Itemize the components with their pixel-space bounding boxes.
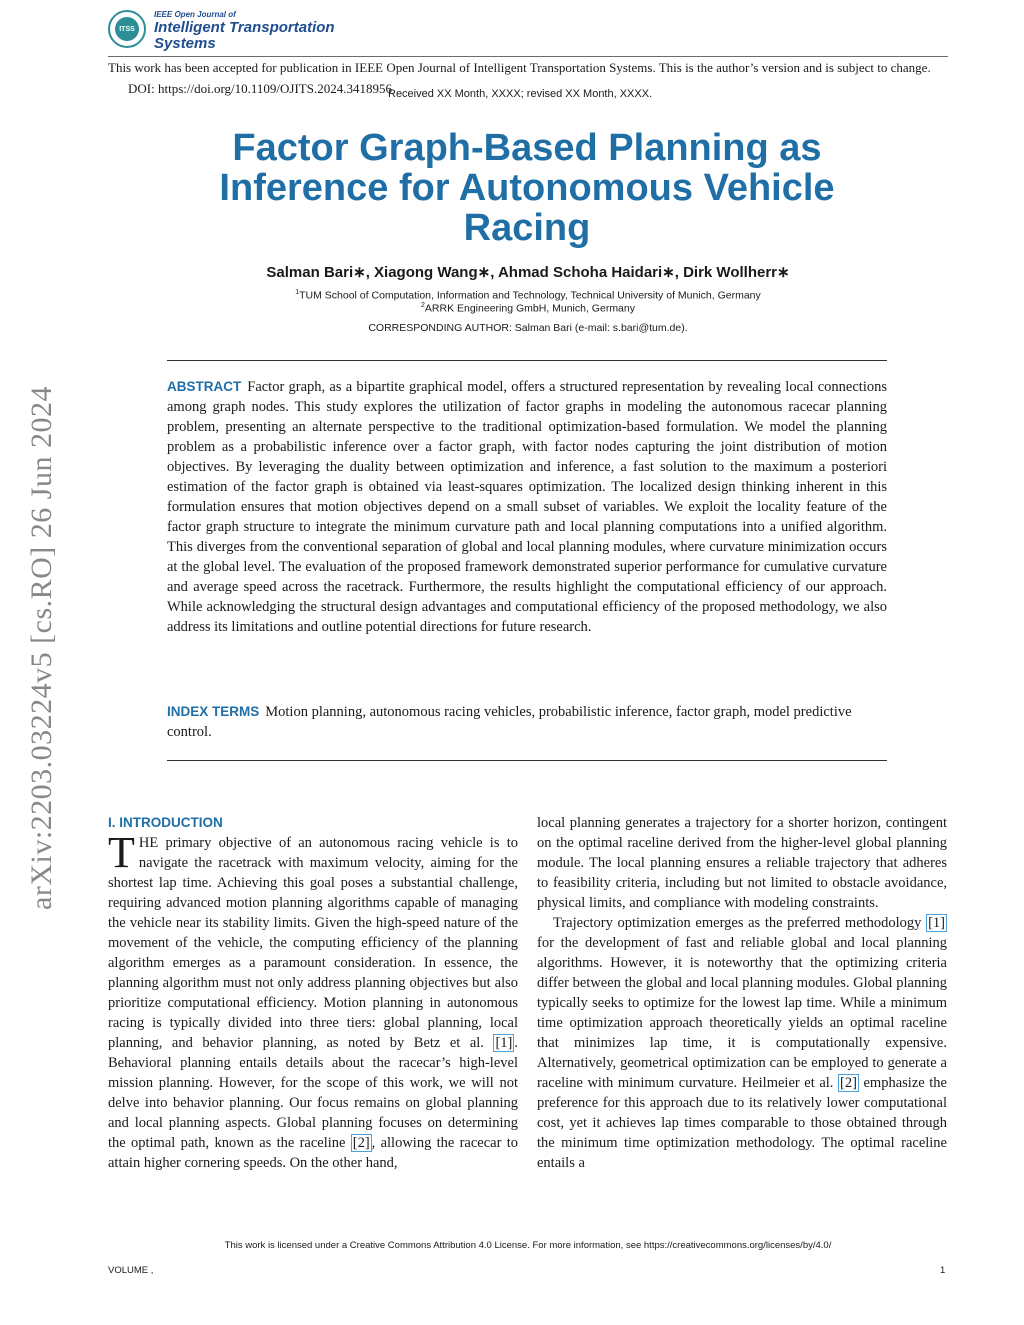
- intro-text-right-2c: emphasize the preference for this approach due to its relatively lower computational cost, yet it achieves lap times comparable to those obtained through the minimum time optimization methodology. The optimal raceline entails a: [537, 1075, 947, 1171]
- index-terms-text: Motion planning, autonomous racing vehicles, probabilistic inference, factor graph, model predictive control.: [167, 704, 852, 740]
- volume-label: VOLUME ,: [108, 1265, 154, 1276]
- affiliation-1-text: TUM School of Computation, Information and Technology, Technical University of Munich, Germany: [299, 289, 761, 302]
- drop-cap: T: [108, 828, 135, 877]
- affiliation-2: [108, 302, 948, 315]
- accepted-notice: This work has been accepted for publication in IEEE Open Journal of Intelligent Transportation Systems. This is the author’s version and is subject to change.: [108, 60, 931, 75]
- index-terms: [167, 702, 887, 742]
- index-terms-label: INDEX TERMS: [167, 704, 260, 719]
- author-list: Salman Bari∗, Xiagong Wang∗, Ahmad Schoha Haidari∗, Dirk Wollherr∗: [266, 264, 790, 281]
- journal-logo: [108, 10, 146, 48]
- affiliation-2-number: 2: [421, 302, 425, 309]
- header-divider: [108, 56, 948, 57]
- intro-paragraph-2: [537, 913, 947, 1173]
- paper-title: Factor Graph-Based Planning as Inference for Autonomous Vehicle Racing: [219, 127, 835, 249]
- journal-name-line1: IEEE Open Journal of: [154, 10, 236, 19]
- license-notice: This work is licensed under a Creative Commons Attribution 4.0 License. For more information, see https://creativecommons.org/licenses/by/4.0/: [224, 1240, 832, 1251]
- intro-text-1: HE primary objective of an autonomous racing vehicle is to navigate the racetrack with maximum velocity, aiming for the shortest lap time. Achieving this goal poses a substantial challenge, requiring advanced motion planning algorithms capable of managing the vehicle near its stability limits. Given the high-speed nature of the movement of the vehicle, the computing efficiency of the planning algorithm emerges as a paramount consideration. In essence, the planning algorithm must not only address planning objectives but also prioritize computational efficiency. Motion planning in autonomous racing is typically divided into three tiers: global planning, local planning, and behavior planning, as noted by Betz et al.: [108, 835, 518, 1051]
- arxiv-sidebar: [12, 355, 72, 940]
- section-heading-introduction: I. INTRODUCTION: [108, 815, 223, 830]
- arxiv-identifier: arXiv:2203.03224v5 [cs.RO] 26 Jun 2024: [25, 385, 58, 910]
- body-column-left: [108, 815, 518, 1173]
- intro-text-right-1: local planning generates a trajectory for a shorter horizon, contingent on the optimal raceline derived from the higher-level global planning module. The local planning ensures a reliable trajectory that adheres to feasibility criteria, including but not limited to obstacle avoidance, physical limits, and compliance with modeling constraints.: [537, 815, 947, 911]
- abstract-text: Factor graph, as a bipartite graphical model, offers a structured representation by revealing local connections among graph nodes. This study explores the utilization of factor graphs in modeling the autonomous racecar planning problem, presenting an alternate perspective to the traditional optimization-based formulation. We model the planning problem as a probabilistic inference over a factor graph, with factor nodes capturing the joint distribution of motion objectives. By leveraging the duality between optimization and inference, a fast solution to the maximum a posteriori estimation of the factor graph is obtained via least-squares optimization. The localized design thinking inherent in this formulation ensures that motion objectives depend on a small subset of variables. We exploit the locality feature of the factor graph structure to integrate the minimum curvature path and local planning computations into a unified algorithm. This diverges from the conventional separation of global and local planning modules, where curvature minimization occurs at the global level. The evaluation of the proposed framework demonstrated superior performance for cumulative curvature and average speed across the racetrack. Furthermore, the results highlight the computational efficiency of our approach. While acknowledging the structural design advantages and computational efficiency of the proposed methodology, we also address its limitations and outline potential directions for future research.: [167, 379, 887, 635]
- abstract: [167, 377, 887, 637]
- journal-name-line3: Systems: [154, 35, 216, 52]
- intro-text-1c: , allowing the racecar to attain higher cornering speeds. On the other hand,: [108, 1135, 519, 1171]
- citation-link[interactable]: [2]: [840, 1075, 857, 1091]
- journal-logo-mark: ITSS: [115, 17, 139, 41]
- page-number: 1: [940, 1265, 946, 1276]
- abstract-label: ABSTRACT: [167, 379, 242, 394]
- affiliation-2-text: ARRK Engineering GmbH, Munich, Germany: [424, 302, 635, 315]
- received-dates: Received XX Month, XXXX; revised XX Month, XXXX.: [388, 88, 653, 100]
- citation-link[interactable]: [2]: [352, 1135, 370, 1151]
- citation-link[interactable]: [1]: [495, 1035, 513, 1051]
- journal-name-line2: Intelligent Transportation: [154, 19, 335, 36]
- abstract-top-rule: [167, 360, 887, 361]
- affiliation-1-number: 1: [295, 289, 300, 296]
- abstract-bottom-rule: [167, 760, 887, 761]
- body-column-right: [537, 813, 947, 1173]
- intro-text-right-2b: for the development of fast and reliable global and local planning algorithms. However, it is noteworthy that the optimizing criteria differ between the global and local planning modules. Global planning typically seeks to optimize for the lowest lap time. While a minimum time optimization approach theoretically yields an optimal raceline that minimizes lap time, it is computationally expensive. Alternatively, geometrical optimization can be employed to generate a raceline with minimum curvature. Heilmeier et al.: [537, 935, 947, 1091]
- intro-text-1b: . Behavioral planning entails details about the racecar’s high-level mission planning. However, for the scope of this work, we will not delve into behavior planning. Our focus remains on global planning and local planning aspects. Global planning focuses on determining the optimal path, known as the raceline: [108, 1035, 518, 1151]
- intro-paragraph-1-cont: [537, 813, 947, 913]
- doi-link[interactable]: DOI: https://doi.org/10.1109/OJITS.2024.3418956: [128, 81, 392, 96]
- intro-paragraph-1: [108, 828, 519, 1173]
- citation-link[interactable]: [1]: [928, 915, 945, 931]
- affiliation-1: [108, 289, 948, 302]
- intro-text-right-2a: Trajectory optimization emerges as the preferred methodology: [553, 915, 922, 931]
- journal-name: [154, 10, 335, 52]
- corresponding-author: CORRESPONDING AUTHOR: Salman Bari (e-mail: s.bari@tum.de).: [368, 322, 688, 334]
